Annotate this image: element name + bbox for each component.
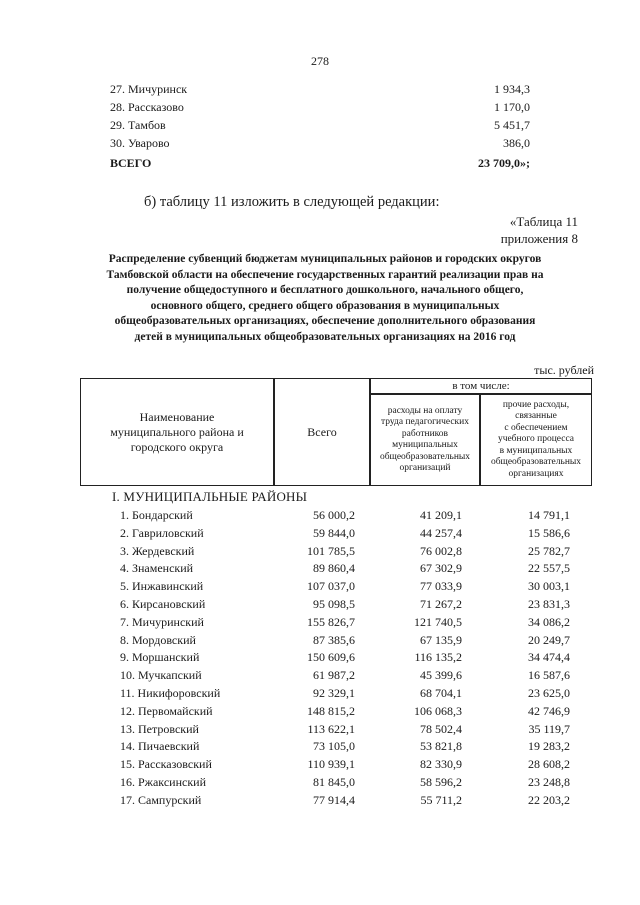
table-reference — [501, 213, 578, 247]
header-cell-group — [370, 378, 592, 394]
row-other: 22 203,2 — [528, 792, 570, 807]
row-name: 15. Рассказовский — [120, 757, 212, 772]
row-other: 25 782,7 — [528, 543, 570, 558]
header-cell-salary — [370, 394, 480, 486]
row-name: 17. Сампурский — [120, 792, 202, 807]
item-value: 5 451,7 — [494, 118, 530, 132]
row-name: 13. Петровский — [120, 721, 199, 736]
row-total: 150 609,6 — [307, 650, 355, 665]
row-total: 101 785,5 — [307, 543, 355, 558]
row-salary: 121 740,5 — [414, 614, 462, 629]
row-total: 95 098,5 — [313, 596, 355, 611]
table-row — [120, 774, 580, 792]
row-total: 61 987,2 — [313, 668, 355, 683]
row-other: 34 086,2 — [528, 614, 570, 629]
total-value: 23 709,0»; — [478, 156, 530, 170]
header-group-text: в том числе: — [452, 380, 510, 392]
row-salary: 67 135,9 — [420, 632, 462, 647]
table-ref-line1: «Таблица 11 — [509, 214, 578, 229]
row-salary: 77 033,9 — [420, 579, 462, 594]
row-other: 19 283,2 — [528, 739, 570, 754]
total-label: ВСЕГО — [110, 156, 152, 170]
table-row — [120, 560, 580, 578]
page-number: 278 — [311, 54, 329, 68]
item-value: 1 170,0 — [494, 100, 530, 114]
row-other: 23 831,3 — [528, 596, 570, 611]
item-name: 29. Тамбов — [110, 118, 166, 132]
row-name: 8. Мордовский — [120, 632, 196, 647]
row-salary: 45 399,6 — [420, 668, 462, 683]
row-total: 59 844,0 — [313, 525, 355, 540]
row-total: 89 860,4 — [313, 561, 355, 576]
row-name: 5. Инжавинский — [120, 579, 204, 594]
table-row — [120, 543, 580, 561]
row-salary: 41 209,1 — [420, 508, 462, 522]
row-total: 92 329,1 — [313, 685, 355, 700]
item-value: 1 934,3 — [494, 82, 530, 96]
header-other-text: прочие расходы, связанные с обеспечением учебного процесса в муниципальных общеобразовательных организациях — [490, 399, 582, 479]
item-value: 386,0 — [503, 136, 530, 150]
units-label: тыс. рублей — [534, 363, 594, 377]
row-name: 3. Жердевский — [120, 543, 195, 558]
table-row — [120, 721, 580, 739]
row-salary: 106 068,3 — [414, 703, 462, 718]
table-row — [120, 525, 580, 543]
row-total: 107 037,0 — [307, 579, 355, 594]
row-salary: 55 711,2 — [420, 792, 462, 807]
row-salary: 76 002,8 — [420, 543, 462, 558]
table-row — [120, 792, 580, 810]
row-name: 10. Мучкапский — [120, 668, 202, 683]
row-other: 34 474,4 — [528, 650, 570, 665]
table-row — [120, 578, 580, 596]
list-item — [110, 80, 530, 98]
row-other: 23 625,0 — [528, 685, 570, 700]
row-name: 2. Гавриловский — [120, 525, 204, 540]
list-item — [110, 134, 530, 152]
row-total: 56 000,2 — [313, 508, 355, 522]
table-row — [120, 667, 580, 685]
table-row — [120, 756, 580, 774]
item-name: 27. Мичуринск — [110, 82, 188, 96]
row-name: 12. Первомайский — [120, 703, 213, 718]
row-other: 42 746,9 — [528, 703, 570, 718]
row-total: 148 815,2 — [307, 703, 355, 718]
row-name: 4. Знаменский — [120, 561, 194, 576]
row-salary: 82 330,9 — [420, 757, 462, 772]
row-salary: 78 502,4 — [420, 721, 462, 736]
row-salary: 58 596,2 — [420, 774, 462, 789]
row-salary: 68 704,1 — [420, 685, 462, 700]
row-salary: 53 821,8 — [420, 739, 462, 754]
table-header — [80, 378, 594, 488]
row-other: 30 003,1 — [528, 579, 570, 594]
row-total: 155 826,7 — [307, 614, 355, 629]
table-row — [120, 507, 580, 525]
row-salary: 67 302,9 — [420, 561, 462, 576]
row-total: 87 385,6 — [313, 632, 355, 647]
table-row — [120, 614, 580, 632]
row-salary: 44 257,4 — [420, 525, 462, 540]
instruction-text: б) таблицу 11 изложить в следующей редакции: — [144, 194, 440, 210]
row-name: 16. Ржаксинский — [120, 774, 206, 789]
row-name: 11. Никифоровский — [120, 685, 221, 700]
row-total: 77 914,4 — [313, 792, 355, 807]
row-name: 9. Моршанский — [120, 650, 200, 665]
row-other: 35 119,7 — [528, 721, 570, 736]
list-item — [110, 98, 530, 116]
row-other: 20 249,7 — [528, 632, 570, 647]
table-body — [120, 507, 580, 810]
table-row — [120, 738, 580, 756]
item-name: 30. Уварово — [110, 136, 170, 150]
row-total: 81 845,0 — [313, 774, 355, 789]
row-other: 15 586,6 — [528, 525, 570, 540]
row-total: 110 939,1 — [307, 757, 355, 772]
row-name: 1. Бондарский — [120, 508, 193, 522]
header-salary-text: расходы на оплату труда педагогических работников муниципальных общеобразовательных организаций — [379, 405, 471, 473]
table-row — [120, 685, 580, 703]
row-name: 14. Пичаевский — [120, 739, 200, 754]
table-ref-line2: приложения 8 — [500, 231, 578, 246]
table-row — [120, 703, 580, 721]
row-salary: 71 267,2 — [420, 596, 462, 611]
table-row — [120, 632, 580, 650]
row-other: 28 608,2 — [528, 757, 570, 772]
header-total-text: Всего — [307, 424, 337, 439]
row-other: 23 248,8 — [528, 774, 570, 789]
row-name: 7. Мичуринский — [120, 614, 204, 629]
total-row — [110, 154, 530, 172]
row-other: 22 557,5 — [528, 561, 570, 576]
table-row — [120, 649, 580, 667]
previous-table-tail — [110, 80, 530, 172]
table-heading: Распределение субвенций бюджетам муниципальных районов и городских округов Тамбовской области на обеспечение государственных гарантий реализации прав на получение общедоступного и бесплатного дошкольного, начального общего, основного общего, среднего общего образования в муниципальных общеобразовательных организациях, обеспечение дополнительного образования детей в муниципальных общеобразовательных организациях на 2016 год — [106, 253, 544, 343]
row-total: 113 622,1 — [307, 721, 355, 736]
section-title: I. МУНИЦИПАЛЬНЫЕ РАЙОНЫ — [112, 489, 308, 504]
row-salary: 116 135,2 — [414, 650, 462, 665]
header-name-text: Наименование муниципального района и городского округа — [110, 409, 244, 454]
row-name: 6. Кирсановский — [120, 596, 206, 611]
row-other: 14 791,1 — [528, 508, 570, 522]
row-total: 73 105,0 — [313, 739, 355, 754]
item-name: 28. Рассказово — [110, 100, 184, 114]
row-other: 16 587,6 — [528, 668, 570, 683]
table-row — [120, 596, 580, 614]
header-cell-other — [480, 394, 592, 486]
list-item — [110, 116, 530, 134]
header-cell-name — [80, 378, 274, 486]
header-cell-total — [274, 378, 370, 486]
